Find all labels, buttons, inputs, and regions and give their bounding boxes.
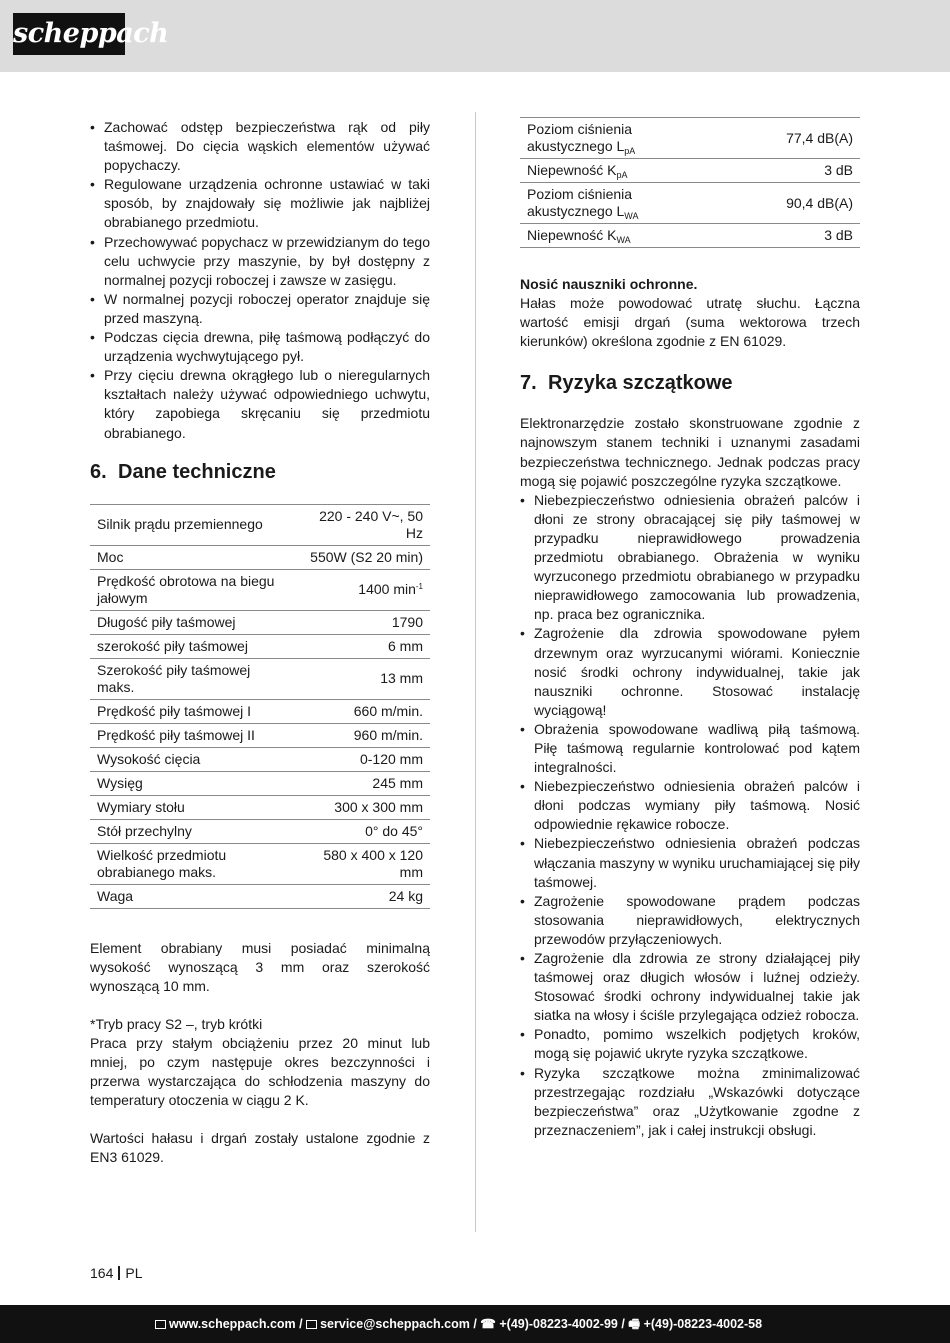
page-separator (118, 1266, 120, 1280)
list-item: • Regulowane urządzenia ochronne ustawiać w taki sposób, by znajdowały się możliwie jak najbliżej obrabianego przedmiotu. (90, 175, 430, 232)
table-cell-label: Poziom ciśnienia akustycznego $L_{pA}$ (520, 118, 724, 159)
table-cell-label: Wymiary stołu (90, 795, 294, 819)
table-cell-label: Szerokość piły taśmowej maks. (90, 658, 294, 699)
safety-bullet-list (90, 118, 430, 443)
table-row (90, 795, 430, 819)
ear-protection-note (520, 275, 860, 351)
table-row (90, 884, 430, 908)
section-title: Dane techniczne (118, 460, 276, 483)
table-cell-value: 77,4 dB(A) (724, 118, 860, 159)
table-row (90, 545, 430, 569)
table-cell-value: 6 mm (294, 634, 430, 658)
list-item: • Podczas cięcia drewna, piłę taśmową podłączyć do urządzenia wychwytującego pył. (90, 328, 430, 366)
phone-icon: ☎ (480, 1317, 496, 1331)
scheppach-logo: scheppach (13, 13, 125, 55)
list-item: • Zachować odstęp bezpieczeństwa rąk od piły taśmowej. Do cięcia wąskich elementów używać popychaczy. (90, 118, 430, 175)
ear-protection-text: Hałas może powodować utratę słuchu. Łączna wartość emisji drgań (suma wektorowa trzech kierunków) określona zgodnie z EN 61029. (520, 295, 860, 350)
table-cell-label: Moc (90, 545, 294, 569)
table-cell-value: 24 kg (294, 884, 430, 908)
table-row (90, 771, 430, 795)
table-row (90, 658, 430, 699)
table-cell-label: Wysokość cięcia (90, 747, 294, 771)
table-cell-value: 3 dB (724, 159, 860, 183)
footer-website[interactable]: www.scheppach.com / (169, 1317, 303, 1331)
table-cell-label: Prędkość piły taśmowej I (90, 699, 294, 723)
table-cell-value: 13 mm (294, 658, 430, 699)
section-7-heading (520, 371, 860, 395)
subscript: WA (624, 211, 639, 221)
list-item: • Zagrożenie spowodowane prądem podczas stosowania nieprawidłowych, elektrycznych przewodów przyłączeniowych. (520, 892, 860, 949)
list-item: • W normalnej pozycji roboczej operator znajduje się przed maszyną. (90, 290, 430, 328)
table-row (520, 224, 860, 248)
s2-mode-text: Praca przy stałym obciążeniu przez 20 minut lub mniej, po czym następuje okres bezczynności i przerwa wystarczająca do schłodzenia maszyny do temperatury otoczenia w ciągu 2 K. (90, 1034, 430, 1109)
s2-mode-title: *Tryb pracy S2 –, tryb krótki (90, 1015, 263, 1032)
superscript: -1 (415, 582, 423, 592)
section-number: 6. (90, 460, 107, 483)
table-cell-value: 245 mm (294, 771, 430, 795)
table-cell-label: Silnik prądu przemiennego (90, 504, 294, 545)
table-row (90, 699, 430, 723)
list-item: • Zagrożenie dla zdrowia spowodowane pyłem drzewnym oraz wyrzucanymi wiórami. Koniecznie nosić środki ochrony indywidualnej, takie jak nauszniki ochronne. Stosować instalację wyciągową! (520, 624, 860, 719)
table-cell-label: Stół przechylny (90, 819, 294, 843)
table-cell-value: 1400 $\min^{-1}$ (294, 569, 430, 610)
table-cell-label: Prędkość obrotowa na biegu jałowym (90, 569, 294, 610)
table-cell-label: Waga (90, 884, 294, 908)
page-number (90, 1265, 142, 1281)
page-number-value: 164 (90, 1265, 114, 1281)
table-cell-label: Wysięg (90, 771, 294, 795)
table-cell-value: 550W (S2 20 min) (294, 545, 430, 569)
table-cell-value: 220 - 240 V~, 50 Hz (294, 504, 430, 545)
list-item: • Niebezpieczeństwo odniesienia obrażeń palców i dłoni podczas wymiany piły taśmową. Nosić odpowiednie rękawice robocze. (520, 777, 860, 834)
table-cell-value: 90,4 dB(A) (724, 183, 860, 224)
min-size-paragraph: Element obrabiany musi posiadać minimalną wysokość wynoszącą 3 mm oraz szerokość wynoszącą 10 mm. (90, 939, 430, 994)
mail-icon (306, 1320, 317, 1329)
table-row (90, 610, 430, 634)
footer-bar (0, 1305, 950, 1343)
table-cell-label: Niepewność $K_{pA}$ (520, 159, 724, 183)
list-item: • Przy cięciu drewna okrągłego lub o nieregularnych kształtach należy używać odpowiedniego uchwytu, który zapobiega skręcaniu się przedmiotu obrabianego. (90, 366, 430, 442)
section-title: Ryzyka szczątkowe (548, 372, 733, 395)
table-row (90, 504, 430, 545)
table-cell-label: Prędkość piły taśmowej II (90, 723, 294, 747)
table-cell-value: 1790 (294, 610, 430, 634)
table-cell-label: Długość piły taśmowej (90, 610, 294, 634)
noise-norm-paragraph: Wartości hałasu i drgań zostały ustalone zgodnie z EN3 61029. (90, 1130, 430, 1166)
list-item: • Obrażenia spowodowane wadliwą piłą taśmową. Piłę taśmową regularnie kontrolować pod kątem integralności. (520, 720, 860, 777)
section-6-heading (90, 460, 430, 484)
residual-risk-intro: Elektronarzędzie zostało skonstruowane zgodnie z najnowszym stanem techniki i uznanymi zasadami bezpieczeństwa technicznego. Jednak podczas pracy mogą się pojawić poszczególne ryzyka szczątkowe. (520, 415, 860, 489)
page-language: PL (125, 1265, 143, 1281)
table-row (520, 118, 860, 159)
list-item: • Zagrożenie dla zdrowia ze strony działającej piły taśmowej oraz długich włosów i luźnej odzieży. Stosować środki ochrony indywidualnej takie jak siatka na włosy i ściśle przylegająca odzież robocza. (520, 949, 860, 1025)
left-column (90, 118, 430, 1168)
table-cell-label: szerokość piły taśmowej (90, 634, 294, 658)
right-column (520, 117, 860, 1140)
table-cell-label: Poziom ciśnienia akustycznego $L_{WA}$ (520, 183, 724, 224)
footer-fax: +(49)-08223-4002-58 (643, 1317, 763, 1331)
table-row (90, 569, 430, 610)
table-row (520, 159, 860, 183)
residual-risk-list (520, 491, 860, 1140)
table-cell-label: Niepewność $K_{WA}$ (520, 224, 724, 248)
table-row (90, 634, 430, 658)
table-row (90, 723, 430, 747)
list-item: • Ponadto, pomimo wszelkich podjętych kroków, mogą się pojawić ukryte ryzyka szczątkowe. (520, 1025, 860, 1063)
table-cell-value: 0° do 45° (294, 819, 430, 843)
list-item: • Przechowywać popychacz w przewidzianym do tego celu uchwycie przy maszynie, by był dostępny z normalnej pozycji roboczej i zawsze w zasięgu. (90, 233, 430, 290)
ear-protection-bold: Nosić nauszniki ochronne. (520, 276, 698, 292)
subscript: pA (616, 170, 628, 180)
noise-table (520, 117, 860, 248)
fax-icon: 🖷 (628, 1317, 641, 1331)
table-cell-value: 300 x 300 mm (294, 795, 430, 819)
column-divider (475, 112, 476, 1232)
table-cell-label: Wielkość przedmiotu obrabianego maks. (90, 843, 294, 884)
table-row (90, 843, 430, 884)
footer-email[interactable]: service@scheppach.com / (320, 1317, 477, 1331)
table-row (90, 747, 430, 771)
list-item: • Niebezpieczeństwo odniesienia obrażeń podczas włączania maszyny w wyniku uruchamiającej się piły taśmowej. (520, 834, 860, 891)
table-cell-value: 960 m/min. (294, 723, 430, 747)
computer-icon (155, 1320, 166, 1329)
list-item: • Ryzyka szczątkowe można zminimalizować przestrzegając rozdziału „Wskazówki dotyczące bezpieczeństwa” oraz „Użytkowanie zgodne z przeznaczeniem”, jak i całej instrukcji obsługi. (520, 1064, 860, 1140)
header-bar (0, 0, 950, 72)
list-item: • Niebezpieczeństwo odniesienia obrażeń palców i dłoni ze strony obracającej się piły taśmowej w przypadku nieprawidłowego prowadzenia przedmiotu obrabianego. Obrażenia w wyniku wyrzuconego przedmiotu obrabianego w przypadku nieprawidłowego zamocowania lub prowadzenia, np. praca bez ogranicznika. (520, 491, 860, 625)
footer-phone: +(49)-08223-4002-99 / (499, 1317, 625, 1331)
subscript: WA (616, 235, 631, 245)
table-cell-value: 580 x 400 x 120 mm (294, 843, 430, 884)
table-row (90, 819, 430, 843)
table-cell-value: 660 m/min. (294, 699, 430, 723)
table-cell-value: 3 dB (724, 224, 860, 248)
subscript: pA (624, 146, 636, 156)
technical-data-table (90, 504, 430, 909)
section-number: 7. (520, 372, 537, 395)
table-cell-value: 0-120 mm (294, 747, 430, 771)
table-row (520, 183, 860, 224)
